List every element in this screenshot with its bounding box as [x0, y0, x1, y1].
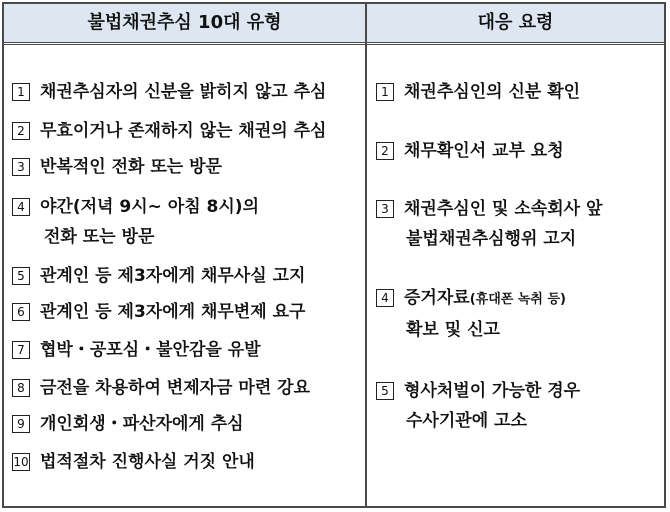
item-text: 야간(저녁 9시~ 아침 8시)의	[40, 197, 259, 217]
item-text: 채권추심인 및 소속회사 앞	[404, 199, 603, 219]
list-item	[12, 335, 261, 365]
list-item	[376, 194, 602, 254]
item-text: 관계인 등 제3자에게 채무사실 고지	[40, 266, 306, 286]
left-column-title: 불법채권추심 10대 유형	[87, 12, 282, 33]
list-item	[12, 297, 305, 327]
list-item	[12, 409, 244, 439]
item-number: 7	[12, 341, 30, 359]
list-item	[12, 192, 259, 252]
item-text: 무효이거나 존재하지 않는 채권의 추심	[40, 121, 327, 141]
item-text-note: (휴대폰 녹취 등)	[469, 292, 566, 307]
list-item	[12, 77, 326, 107]
item-number: 6	[12, 303, 30, 321]
item-text: 반복적인 전화 또는 방문	[40, 157, 222, 177]
item-number: 2	[12, 122, 30, 140]
list-item	[12, 447, 255, 477]
item-number: 2	[376, 142, 394, 160]
item-text-line2: 불법채권추심행위 고지	[406, 229, 577, 249]
item-text: 개인회생・파산자에게 추심	[40, 414, 244, 434]
item-text: 채무확인서 교부 요청	[404, 141, 564, 161]
item-text-line2: 확보 및 신고	[406, 320, 500, 340]
item-number: 5	[12, 267, 30, 285]
item-text: 협박・공포심・불안감을 유발	[40, 340, 261, 360]
list-item	[376, 283, 566, 345]
item-text: 금전을 차용하여 변제자금 마련 강요	[40, 378, 311, 398]
item-text: 채권추심자의 신분을 밝히지 않고 추심	[40, 82, 327, 102]
item-number: 1	[376, 83, 394, 101]
item-text: 채권추심인의 신분 확인	[404, 82, 581, 102]
list-item	[12, 261, 305, 291]
item-text-line2: 전화 또는 방문	[44, 227, 155, 247]
header-divider	[4, 42, 664, 45]
item-number: 1	[12, 83, 30, 101]
list-item	[376, 136, 564, 166]
item-number: 10	[13, 455, 29, 469]
item-text: 관계인 등 제3자에게 채무변제 요구	[40, 302, 306, 322]
item-number: 4	[376, 289, 394, 307]
column-divider	[365, 4, 367, 506]
item-text: 증거자료	[404, 288, 470, 308]
item-number: 9	[12, 415, 30, 433]
item-number: 3	[376, 200, 394, 218]
item-number: 8	[12, 379, 30, 397]
item-number: 3	[12, 158, 30, 176]
guide-table	[2, 2, 666, 508]
list-item	[12, 152, 222, 182]
item-text: 법적절차 진행사실 거짓 안내	[40, 452, 255, 472]
list-item	[376, 77, 580, 107]
list-item	[12, 373, 310, 403]
item-text-line2: 수사기관에 고소	[406, 411, 527, 431]
item-number: 5	[376, 382, 394, 400]
list-item	[376, 376, 580, 436]
right-column-title: 대응 요령	[477, 12, 554, 33]
item-number: 4	[12, 198, 30, 216]
item-text: 형사처벌이 가능한 경우	[404, 381, 581, 401]
list-item	[12, 116, 326, 146]
